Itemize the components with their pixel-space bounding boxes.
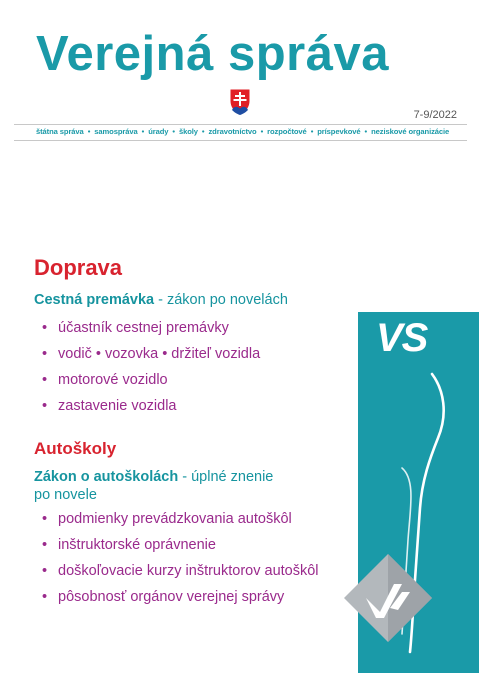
tagline: [36, 127, 449, 136]
lead-title: Zákon o autoškolách: [34, 469, 179, 485]
bottom-rule: [14, 140, 467, 141]
bullet-list-doprava: [42, 315, 260, 419]
tagline-separator: •: [260, 127, 264, 136]
lead-subtitle: - zákon po novelách: [154, 292, 288, 308]
list-item: • účastník cestnej premávky: [42, 320, 229, 336]
tagline-separator: •: [172, 127, 175, 136]
tagline-item: štátna správa: [36, 127, 84, 136]
tagline-item: školy: [178, 127, 198, 136]
tagline-separator: •: [201, 127, 205, 136]
masthead-title: Verejná správa: [36, 27, 389, 81]
tagline-separator: •: [310, 127, 314, 136]
tagline-separator: •: [364, 127, 368, 136]
tagline-item: príspevkové: [317, 127, 361, 136]
list-item: • motorové vozidlo: [42, 372, 168, 388]
section-lead-cestna-premavka: [34, 291, 288, 309]
section-heading-doprava: Doprava: [34, 255, 123, 280]
tagline-item: samospráva: [94, 127, 138, 136]
section-lead-zakon-o-autoskolach: [34, 468, 273, 504]
slovak-coat-of-arms-icon: [229, 88, 251, 116]
publisher-logo-icon: [338, 548, 438, 658]
tagline-item: zdravotníctvo: [208, 127, 257, 136]
list-item: • doškoľovacie kurzy inštruktorov autoškôl: [42, 563, 319, 579]
lead-subtitle-line2: po novele: [34, 487, 97, 503]
list-item: • vodič • vozovka • držiteľ vozidla: [42, 346, 261, 362]
tagline-separator: •: [141, 127, 145, 136]
tagline-item: rozpočtové: [267, 127, 307, 136]
lead-subtitle: - úplné znenie: [178, 469, 274, 485]
list-item: • inštruktorské oprávnenie: [42, 537, 216, 553]
tagline-separator: •: [87, 127, 91, 136]
lead-title: Cestná premávka: [34, 292, 155, 308]
tagline-item: neziskové organizácie: [371, 127, 450, 136]
section-heading-autoskoly: Autoškoly: [34, 439, 117, 458]
top-rule: [14, 124, 467, 125]
list-item: • zastavenie vozidla: [42, 398, 177, 414]
issue-number: 7-9/2022: [413, 109, 457, 121]
vs-logo-text: VS: [376, 316, 428, 360]
list-item: • podmienky prevádzkovania autoškôl: [42, 511, 292, 527]
tagline-item: úrady: [148, 127, 169, 136]
bullet-list-autoskoly: [42, 506, 319, 610]
list-item: • pôsobnosť orgánov verejnej správy: [42, 589, 285, 605]
